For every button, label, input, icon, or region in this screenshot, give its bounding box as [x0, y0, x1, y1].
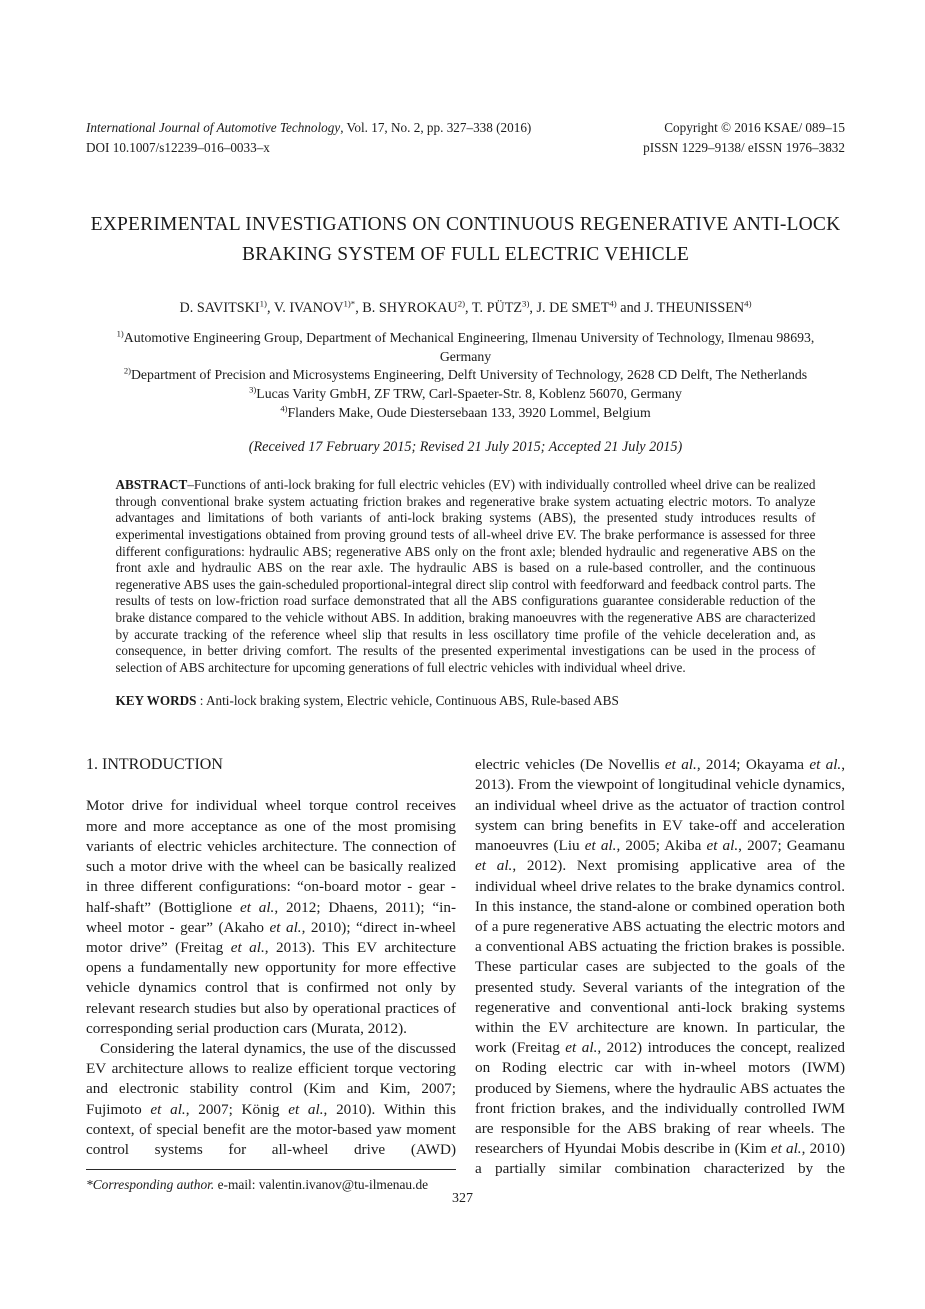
journal-line — [86, 118, 531, 138]
affiliations-block — [86, 329, 845, 422]
affiliation-text: Department of Precision and Microsystems Engineering, Delft University of Technology, 2628 CD Delft, The Netherlands — [130, 367, 808, 383]
author: J. THEUNISSEN$^{4)}$ — [644, 298, 752, 317]
author-conjunction: and — [616, 300, 645, 317]
affiliation — [104, 329, 828, 366]
keywords-label: KEY WORDS — [115, 693, 197, 709]
affiliation-mark: 2) — [123, 365, 131, 376]
intro-paragraph: Motor drive for individual wheel torque control receives more and more acceptance as one of the most promising variants of electric vehicles architecture. The connection of such a motor drive with the wheel can be basically realized in three different configurations: “on-board motor - gear - half-shaft” (Bottiglione et al., 2012; Dhaens, 2011); “in-wheel motor - gear” (Akaho et al., 2010); “direct in-wheel motor drive” (Freitag et al., 2013). This EV architecture opens a fundamentally new opportunity for more effective vehicle dynamics control that is confirmed not only by relevant research studies but also by operational practices of corresponding serial production cars (Murata, 2012). — [86, 797, 457, 1037]
author-affiliation-mark: 3) — [522, 298, 530, 309]
author-separator: , — [529, 300, 537, 317]
journal-name: International Journal of Automotive Technology — [86, 120, 341, 135]
affiliation-mark: 1) — [116, 328, 124, 339]
author: D. SAVITSKI$^{1)}$ — [179, 298, 267, 317]
affiliation — [104, 385, 828, 404]
abstract-label: ABSTRACT — [115, 477, 188, 493]
abstract-text: –Functions of anti-lock braking for full electric vehicles (EV) with individually controlled wheel drive can be realized through conventional brake system actuating friction brakes and regenerative brake system actuating electric motors. To analyze advantages and limitations of both variants of anti-lock braking systems (ABS), the presented study introduces results of experimental investigations obtained from proving ground tests of all-wheel drive EV. The brake performance is assessed for three different configurations: hydraulic ABS; regenerative ABS only on the front axle; blended hydraulic and regenerative ABS on the front axle and hydraulic ABS on the rear axle. The hydraulic ABS is based on a rule-based controller, and the continuous regenerative ABS uses the gain-scheduled proportional-integral direct slip control with feedforward and feedback control parts. The results of tests on low-friction road surface demonstrated that all the ABS configurations guarantee considerable reduction of the brake distance compared to the vehicle without ABS. In addition, braking manoeuvres with the regenerative ABS are characterized by accurate tracking of the reference wheel slip that results in less oscillatory time profile of the vehicle deceleration and, as consequence, in better driving comfort. The results of the presented experimental investigations can be used in the process of selection of ABS architecture for upcoming generations of full electric vehicles with individual wheel drive. — [115, 477, 816, 675]
journal-info — [86, 118, 531, 158]
section-heading-introduction: 1. INTRODUCTION — [86, 756, 223, 774]
issn-line: pISSN 1229–9138/ eISSN 1976–3832 — [643, 139, 845, 155]
author: J. DE SMET$^{4)}$ — [536, 298, 617, 317]
footnote-email: e-mail: valentin.ivanov@tu-ilmenau.de — [214, 1177, 429, 1193]
abstract — [116, 477, 816, 676]
doi-line: DOI 10.1007/s12239–016–0033–x — [86, 139, 270, 155]
page-header — [86, 118, 845, 158]
author: T. PÜTZ$^{3)}$ — [471, 298, 530, 317]
left-column — [86, 755, 456, 1195]
affiliation-mark: 3) — [249, 384, 257, 395]
author: V. $IVANOV^{1)*}$ — [273, 298, 356, 317]
affiliation — [104, 366, 828, 385]
copyright-info — [643, 118, 845, 158]
page-number: 327 — [452, 1191, 473, 1206]
right-column — [475, 755, 845, 1195]
intro-paragraph: Considering the lateral dynamics, the use of the discussed EV architecture allows to realize efficient torque vectoring and electronic stability control (Kim and Kim, 2007; Fujimoto et al., 2007; König et al., 2010). Within this context, of special benefit are the motor-based yaw moment control systems for all-wheel drive (AWD) — [86, 1039, 456, 1158]
journal-volume: , Vol. 17, No. 2, pp. 327–338 (2016) — [340, 120, 532, 135]
authors-line — [86, 300, 845, 317]
author-affiliation-mark: 4) — [744, 298, 752, 309]
received-revised-accepted-line: (Received 17 February 2015; Revised 21 July 2015; Accepted 21 July 2015) — [248, 439, 683, 456]
affiliation-text: Automotive Engineering Group, Department of Mechanical Engineering, Ilmenau University of Technology, Ilmenau 98693, Germany — [123, 330, 815, 364]
affiliation-text: Lucas Varity GmbH, ZF TRW, Carl-Spaeter-Str. 8, Koblenz 56070, Germany — [256, 385, 682, 401]
keywords-separator: : — [196, 693, 207, 709]
author-affiliation-mark: 1)* — [343, 298, 356, 309]
affiliation-text: Flanders Make, Oude Diestersebaan 133, 3920 Lommel, Belgium — [287, 404, 651, 420]
copyright-line: Copyright © 2016 KSAE/ 089–15 — [664, 120, 845, 135]
body-columns — [86, 755, 845, 1195]
keywords-line — [116, 693, 816, 709]
keywords-text: Anti-lock braking system, Electric vehicle, Continuous ABS, Rule-based ABS — [206, 693, 619, 709]
author-affiliation-mark: 4) — [609, 298, 617, 309]
author-affiliation-mark: 1) — [259, 298, 267, 309]
author: B. SHYROKAU$^{2)}$ — [362, 298, 466, 317]
author-affiliation-mark: 2) — [457, 298, 466, 309]
affiliation-mark: 4) — [280, 402, 288, 413]
author-separator: , — [355, 300, 363, 317]
author-separator: , — [266, 300, 274, 317]
footnote-italic: *Corresponding author. — [86, 1177, 215, 1193]
intro-paragraph: electric vehicles (De Novellis et al., 2014; Okayama et al., 2013). From the viewpoint of longitudinal vehicle dynamics, an individual wheel drive as the actuator of traction control system can bring benefits in EV take-off and acceleration manoeuvres (Liu et al., 2005; Akiba et al., 2007; Geamanu et al., 2012). Next promising applicative area of the individual wheel drive relates to the brake dynamics control. In this instance, the stand-alone or combined operation both of a pure regenerative ABS actuating the electric motors and a conventional ABS actuating the friction brakes is possible. These particular cases are subjected to the goals of the presented study. Several variants of the integration of the regenerative and conventional anti-lock braking systems within the EV architecture are known. In particular, the work (Freitag et al., 2012) introduces the concept, realized on Roding electric car with in-wheel motors (IWM) produced by Siemens, where the hydraulic ABS actuates the front friction brakes, and the individually controlled IWM are responsible for the ABS braking of rear wheels. The researchers of Hyundai Mobis describe in (Kim et al., 2010) a partially similar combination characterized by the — [475, 756, 846, 1178]
affiliation — [104, 404, 828, 423]
paper-title: EXPERIMENTAL INVESTIGATIONS ON CONTINUOUS REGENERATIVE ANTI-LOCK BRAKING SYSTEM OF FULL ELECTRIC VEHICLE — [90, 213, 841, 265]
author-separator: , — [465, 300, 472, 317]
